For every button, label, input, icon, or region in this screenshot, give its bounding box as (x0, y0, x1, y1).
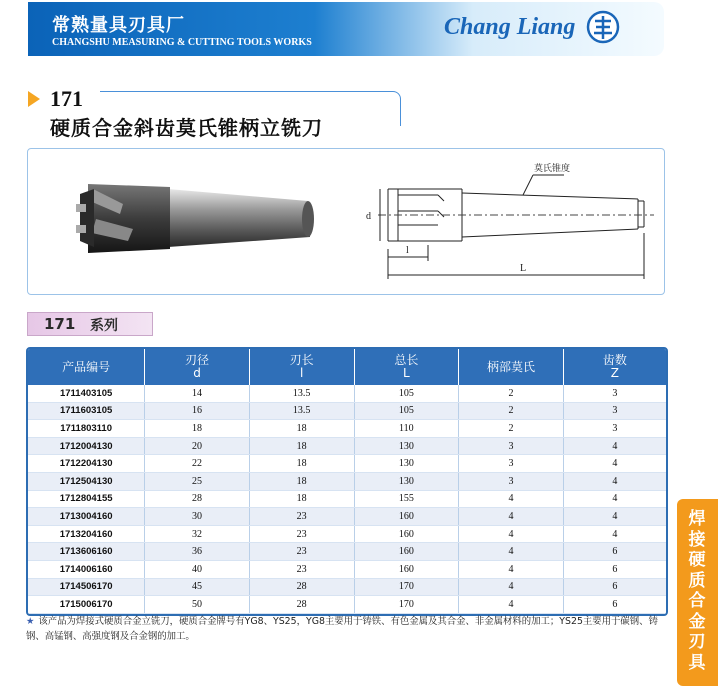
table-row (28, 402, 666, 420)
product-code-cell: 1711403105 (28, 385, 145, 402)
table-cell: 6 (563, 543, 666, 561)
product-code-cell: 1714006160 (28, 560, 145, 578)
product-code-cell: 1712504130 (28, 472, 145, 490)
table-cell: 110 (354, 420, 459, 438)
column-header-label: 柄部莫氏 (486, 359, 535, 374)
table-cell: 23 (249, 508, 354, 526)
table-cell: 18 (249, 490, 354, 508)
column-header (28, 349, 145, 385)
table-cell: 20 (145, 437, 250, 455)
company-name-en: CHANGSHU MEASURING & CUTTING TOOLS WORKS (52, 37, 312, 48)
table-cell: 4 (563, 525, 666, 543)
column-header (354, 349, 459, 385)
product-code-cell: 1711803110 (28, 420, 145, 438)
table-row (28, 578, 666, 596)
table-cell: 4 (459, 525, 564, 543)
column-header-label: 齿数 (602, 353, 627, 367)
column-header-label: 总长 (394, 353, 419, 367)
table-row (28, 385, 666, 402)
table-cell: 18 (249, 420, 354, 438)
table-cell: 160 (354, 508, 459, 526)
table-cell: 130 (354, 455, 459, 473)
table-cell: 13.5 (249, 402, 354, 420)
table-cell: 3 (563, 420, 666, 438)
table-cell: 3 (563, 385, 666, 402)
product-number: 171 (50, 86, 83, 111)
table-cell: 2 (459, 385, 564, 402)
table-cell: 14 (145, 385, 250, 402)
product-code-cell: 1715006170 (28, 596, 145, 614)
table-cell: 3 (459, 455, 564, 473)
table-cell: 105 (354, 402, 459, 420)
table-cell: 4 (459, 596, 564, 614)
table-cell: 6 (563, 596, 666, 614)
table-row (28, 490, 666, 508)
morse-taper-label: 莫氏锥度 (534, 164, 571, 174)
table-cell: 155 (354, 490, 459, 508)
category-side-tab-label: 焊接硬质合金刃具 (688, 509, 706, 673)
product-name: 硬质合金斜齿莫氏锥柄立铣刀 (50, 116, 323, 140)
table-cell: 28 (145, 490, 250, 508)
product-code-cell: 1712804155 (28, 490, 145, 508)
table-cell: 4 (459, 490, 564, 508)
column-header (563, 349, 666, 385)
company-name-cn: 常熟量具刃具厂 (52, 15, 185, 36)
product-code-cell: 1713606160 (28, 543, 145, 561)
table-cell: 18 (249, 472, 354, 490)
dim-l-label: l (406, 245, 409, 256)
column-header-symbol: L (402, 366, 410, 380)
table-cell: 23 (249, 525, 354, 543)
table-cell: 2 (459, 420, 564, 438)
product-code-cell: 1712004130 (28, 437, 145, 455)
table-row (28, 437, 666, 455)
table-cell: 18 (249, 437, 354, 455)
product-code-cell: 1711603105 (28, 402, 145, 420)
table-row (28, 508, 666, 526)
product-code-cell: 1714506170 (28, 578, 145, 596)
column-header (459, 349, 564, 385)
column-header-label: 刃长 (289, 353, 314, 367)
table-cell: 130 (354, 437, 459, 455)
table-cell: 4 (563, 472, 666, 490)
table-cell: 160 (354, 560, 459, 578)
table-cell: 4 (563, 508, 666, 526)
spec-table (26, 347, 668, 616)
product-drawing-panel (27, 148, 665, 295)
column-header (249, 349, 354, 385)
table-cell: 4 (563, 437, 666, 455)
column-header (145, 349, 250, 385)
table-cell: 6 (563, 560, 666, 578)
table-cell: 4 (563, 455, 666, 473)
header-row (28, 349, 666, 385)
category-side-tab[interactable] (677, 499, 718, 686)
brand-name: Chang Liang (444, 14, 576, 40)
table-cell: 18 (145, 420, 250, 438)
table-cell: 18 (249, 455, 354, 473)
table-row (28, 560, 666, 578)
spec-table-header (28, 349, 666, 385)
table-cell: 50 (145, 596, 250, 614)
table-cell: 13.5 (249, 385, 354, 402)
table-cell: 28 (249, 578, 354, 596)
table-cell: 3 (459, 472, 564, 490)
table-cell: 2 (459, 402, 564, 420)
table-row (28, 455, 666, 473)
table-cell: 25 (145, 472, 250, 490)
table-cell: 32 (145, 525, 250, 543)
series-number: 171 (44, 315, 76, 333)
table-row (28, 420, 666, 438)
table-cell: 4 (459, 560, 564, 578)
table-cell: 3 (459, 437, 564, 455)
column-header-label: 产品编号 (62, 359, 111, 374)
table-cell: 160 (354, 543, 459, 561)
table-cell: 40 (145, 560, 250, 578)
table-cell: 23 (249, 560, 354, 578)
series-label-bar (27, 312, 153, 336)
dim-d-label: d (366, 211, 371, 222)
column-header-symbol: l (300, 366, 304, 380)
column-header-label: 刃径 (185, 353, 210, 367)
table-cell: 105 (354, 385, 459, 402)
table-row (28, 543, 666, 561)
table-cell: 16 (145, 402, 250, 420)
product-code-cell: 1713004160 (28, 508, 145, 526)
table-cell: 23 (249, 543, 354, 561)
table-row (28, 596, 666, 614)
table-cell: 6 (563, 578, 666, 596)
dim-L-label: L (520, 263, 527, 274)
table-cell: 160 (354, 525, 459, 543)
end-mill-technical-drawing (358, 149, 658, 294)
table-cell: 36 (145, 543, 250, 561)
table-cell: 3 (563, 402, 666, 420)
table-cell: 170 (354, 578, 459, 596)
product-note (26, 614, 666, 644)
table-cell: 130 (354, 472, 459, 490)
column-header-symbol: d (193, 366, 201, 380)
note-text: 该产品为焊接式硬质合金立铣刀，硬质合金牌号有YG8、YS25，YG8主要用于铸铁、有色金属及其合金、非金属材料的加工；YS25主要用于碳钢、铸钢、高锰钢、高强度钢及合金钢的加工。 (26, 616, 658, 642)
column-header-symbol: Z (610, 366, 619, 380)
product-code-cell: 1712204130 (28, 455, 145, 473)
table-row (28, 525, 666, 543)
star-bullet-icon: ★ (26, 616, 35, 627)
table-cell: 4 (459, 543, 564, 561)
table-cell: 28 (249, 596, 354, 614)
end-mill-photo (28, 149, 328, 294)
table-cell: 4 (459, 578, 564, 596)
table-cell: 30 (145, 508, 250, 526)
table-cell: 45 (145, 578, 250, 596)
title-marker-icon (28, 91, 40, 107)
table-cell: 22 (145, 455, 250, 473)
table-row (28, 472, 666, 490)
spec-table-body (28, 385, 666, 613)
table-cell: 4 (459, 508, 564, 526)
table-cell: 4 (563, 490, 666, 508)
series-text: 系列 (90, 318, 118, 334)
feng-character-logo-icon (586, 10, 620, 44)
table-cell: 170 (354, 596, 459, 614)
product-code-cell: 1713204160 (28, 525, 145, 543)
